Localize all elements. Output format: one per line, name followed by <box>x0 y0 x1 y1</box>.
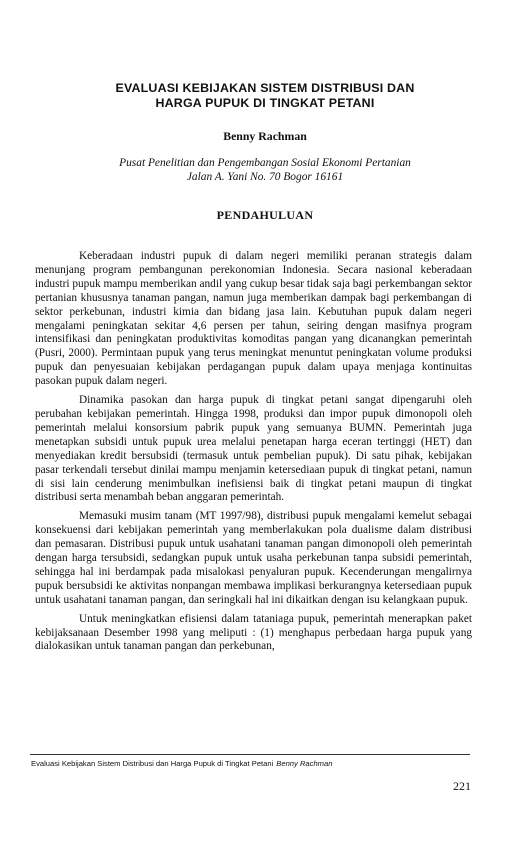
paragraph-1: Keberadaan industri pupuk di dalam negeri memiliki peranan strategis dalam menunjang program pembangunan perekonomian Indonesia. Secara nasional keberadaan industri pupuk mampu memberikan andil yang cukup besar tidak saja bagi perkembangan sektor pertanian khususnya tanaman pangan, namun juga memberikan dampak bagi perkembangan di sektor perkebunan, industri kimia dan bidang jasa lain. Kebutuhan pupuk dalam negeri mengalami peningkatan sekitar 4,6 persen per tahun, seiring dengan masifnya program intensifikasi dan peningkatan produktivitas komoditas pangan yang dicanangkan pemerintah (Pusri, 2000). Permintaan pupuk yang terus meningkat menuntut peningkatan volume produksi pupuk dan penyesuaian kebijakan perdagangan pupuk dalam upaya menjaga kontinuitas pasokan pupuk dalam negeri. <box>35 250 472 388</box>
running-author: Benny Rachman <box>276 759 333 768</box>
running-title: Evaluasi Kebijakan Sistem Distribusi dan Harga Pupuk di Tingkat Petani <box>31 759 274 768</box>
author-affiliation <box>0 156 530 184</box>
paragraph-3: Memasuki musim tanam (MT 1997/98), distribusi pupuk mengalami kemelut sebagai konsekuensi dari kebijakan pemerintah yang memberlakukan pola dualisme dalam distribusi dan pemasaran. Distribusi pupuk untuk usahatani tanaman pangan dimonopoli oleh pemerintah dengan harga tersubsidi, sedangkan pupuk untuk usaha perkebunan tanpa subsidi pemerintah, sehingga hal ini berdampak pada misalokasi penyaluran pupuk. Kecenderungan mengalirnya pupuk bersubsidi ke aktivitas nonpangan membawa implikasi berkurangnya ketersediaan pupuk untuk usahatani tanaman pangan, dan seringkali hal ini dikaitkan dengan isu kelangkaan pupuk. <box>35 510 472 606</box>
footer-rule <box>30 754 470 755</box>
article-title <box>0 81 530 111</box>
running-footer <box>31 759 491 768</box>
body-text <box>35 250 472 659</box>
author-name: Benny Rachman <box>223 129 307 143</box>
affiliation-line-1: Pusat Penelitian dan Pengembangan Sosial Ekonomi Pertanian <box>119 157 411 169</box>
page-number: 221 <box>453 779 471 793</box>
paragraph-2: Dinamika pasokan dan harga pupuk di tingkat petani sangat dipengaruhi oleh perubahan kebijakan pemerintah. Hingga 1998, produksi dan impor pupuk dimonopoli oleh pemerintah melalui konsorsium pabrik pupuk yang semuanya BUMN. Pemerintah juga menetapkan subsidi untuk pupuk urea melalui penetapan harga eceran tertinggi (HET) dan menyediakan kredit bersubsidi (termasuk untuk pembelian pupuk). Di satu pihak, kebijakan pasar terkendali tersebut dinilai mampu menjamin ketersediaan pupuk di tingkat petani, namun di sisi lain cenderung menimbulkan inefisiensi baik di tingkat petani maupun di tingkat distribusi serta menambah beban anggaran pemerintah. <box>35 394 472 504</box>
paragraph-4: Untuk meningkatkan efisiensi dalam tataniaga pupuk, pemerintah menerapkan paket kebijaksanaan Desember 1998 yang meliputi : (1) menghapus perbedaan harga pupuk yang dialokasikan untuk tanaman pangan dan perkebunan, <box>35 612 472 653</box>
title-line-2: HARGA PUPUK DI TINGKAT PETANI <box>155 96 375 110</box>
section-heading: PENDAHULUAN <box>216 208 314 222</box>
title-line-1: EVALUASI KEBIJAKAN SISTEM DISTRIBUSI DAN <box>115 81 415 95</box>
affiliation-line-2: Jalan A. Yani No. 70 Bogor 16161 <box>186 171 344 183</box>
